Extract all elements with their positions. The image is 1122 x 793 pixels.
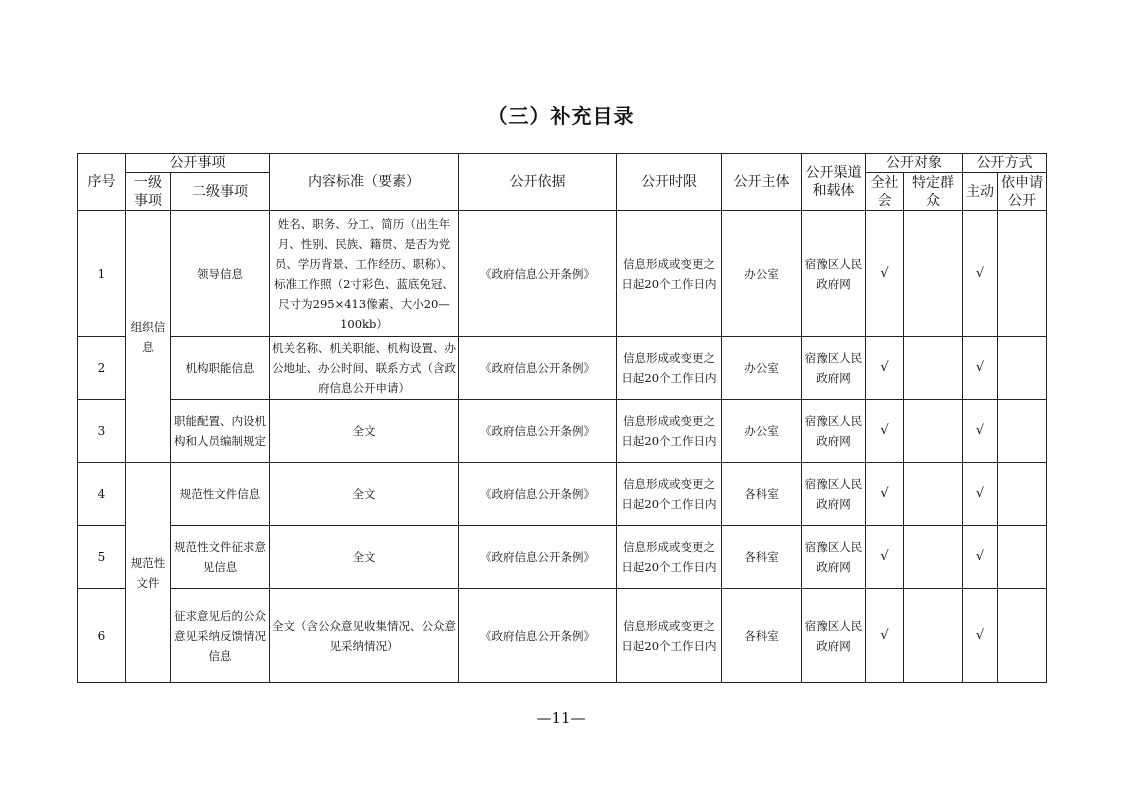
category-cell: 组织信息 — [126, 211, 171, 463]
cell-on-request — [998, 526, 1047, 589]
cell-basis: 《政府信息公开条例》 — [459, 589, 617, 683]
cell-basis: 《政府信息公开条例》 — [459, 211, 617, 337]
cell-seq: 1 — [78, 211, 126, 337]
header-channel: 公开渠道和载体 — [802, 154, 866, 211]
cell-channel: 宿豫区人民政府网 — [802, 463, 866, 526]
cell-channel: 宿豫区人民政府网 — [802, 337, 866, 400]
cell-content: 全文（含公众意见收集情况、公众意见采纳情况） — [270, 589, 459, 683]
cell-content: 全文 — [270, 526, 459, 589]
header-basis: 公开依据 — [459, 154, 617, 211]
cell-level2: 机构职能信息 — [171, 337, 270, 400]
cell-level2: 规范性文件征求意见信息 — [171, 526, 270, 589]
cell-seq: 2 — [78, 337, 126, 400]
table-row — [78, 589, 1047, 683]
cell-content: 机关名称、机关职能、机构设置、办公地址、办公时间、联系方式（含政府信息公开申请） — [270, 337, 459, 400]
cell-subject: 各科室 — [722, 463, 802, 526]
cell-seq: 5 — [78, 526, 126, 589]
cell-time-limit: 信息形成或变更之日起20个工作日内 — [617, 526, 722, 589]
cell-all-society: √ — [866, 211, 904, 337]
header-content: 内容标准（要素） — [270, 154, 459, 211]
cell-content: 姓名、职务、分工、简历（出生年月、性别、民族、籍贯、是否为党员、学历背景、工作经历、职称）、标准工作照（2寸彩色、蓝底免冠、尺寸为295×413像素、大小20—100kb） — [270, 211, 459, 337]
cell-channel: 宿豫区人民政府网 — [802, 589, 866, 683]
cell-subject: 办公室 — [722, 400, 802, 463]
table-row — [78, 400, 1047, 463]
table-header — [78, 154, 1047, 211]
cell-specific-group — [904, 463, 963, 526]
table-body — [78, 211, 1047, 683]
cell-on-request — [998, 463, 1047, 526]
header-seq: 序号 — [78, 154, 126, 211]
cell-on-request — [998, 589, 1047, 683]
cell-time-limit: 信息形成或变更之日起20个工作日内 — [617, 337, 722, 400]
cell-level2: 征求意见后的公众意见采纳反馈情况信息 — [171, 589, 270, 683]
cell-level2: 领导信息 — [171, 211, 270, 337]
cell-specific-group — [904, 400, 963, 463]
cell-all-society: √ — [866, 400, 904, 463]
header-method-group: 公开方式 — [963, 154, 1047, 173]
cell-channel: 宿豫区人民政府网 — [802, 211, 866, 337]
cell-basis: 《政府信息公开条例》 — [459, 400, 617, 463]
cell-subject: 各科室 — [722, 526, 802, 589]
table-row — [78, 337, 1047, 400]
header-audience-group: 公开对象 — [866, 154, 963, 173]
cell-specific-group — [904, 337, 963, 400]
cell-level2: 规范性文件信息 — [171, 463, 270, 526]
header-on-request: 依申请公开 — [998, 173, 1047, 211]
cell-all-society: √ — [866, 337, 904, 400]
header-all-society: 全社会 — [866, 173, 904, 211]
cell-time-limit: 信息形成或变更之日起20个工作日内 — [617, 211, 722, 337]
cell-seq: 4 — [78, 463, 126, 526]
cell-active: √ — [963, 526, 998, 589]
cell-content: 全文 — [270, 400, 459, 463]
cell-all-society: √ — [866, 589, 904, 683]
cell-subject: 办公室 — [722, 337, 802, 400]
header-specific-group: 特定群众 — [904, 173, 963, 211]
cell-channel: 宿豫区人民政府网 — [802, 526, 866, 589]
header-time-limit: 公开时限 — [617, 154, 722, 211]
header-active: 主动 — [963, 173, 998, 211]
cell-basis: 《政府信息公开条例》 — [459, 337, 617, 400]
cell-seq: 3 — [78, 400, 126, 463]
cell-active: √ — [963, 337, 998, 400]
cell-basis: 《政府信息公开条例》 — [459, 526, 617, 589]
header-level1: 一级事项 — [126, 173, 171, 211]
cell-active: √ — [963, 400, 998, 463]
cell-time-limit: 信息形成或变更之日起20个工作日内 — [617, 400, 722, 463]
cell-level2: 职能配置、内设机构和人员编制规定 — [171, 400, 270, 463]
cell-specific-group — [904, 526, 963, 589]
page-number: —11— — [536, 709, 586, 727]
cell-on-request — [998, 211, 1047, 337]
cell-content: 全文 — [270, 463, 459, 526]
cell-active: √ — [963, 463, 998, 526]
table-row — [78, 526, 1047, 589]
cell-subject: 各科室 — [722, 589, 802, 683]
cell-time-limit: 信息形成或变更之日起20个工作日内 — [617, 589, 722, 683]
cell-channel: 宿豫区人民政府网 — [802, 400, 866, 463]
table-row — [78, 211, 1047, 337]
cell-subject: 办公室 — [722, 211, 802, 337]
cell-all-society: √ — [866, 463, 904, 526]
page-title: （三）补充目录 — [487, 104, 635, 128]
cell-seq: 6 — [78, 589, 126, 683]
cell-all-society: √ — [866, 526, 904, 589]
category-cell: 规范性文件 — [126, 463, 171, 683]
cell-basis: 《政府信息公开条例》 — [459, 463, 617, 526]
cell-active: √ — [963, 211, 998, 337]
cell-specific-group — [904, 211, 963, 337]
header-subject: 公开主体 — [722, 154, 802, 211]
header-matter-group: 公开事项 — [126, 154, 270, 173]
table-row — [78, 463, 1047, 526]
cell-active: √ — [963, 589, 998, 683]
header-level2: 二级事项 — [171, 173, 270, 211]
catalog-table — [77, 153, 1047, 683]
cell-on-request — [998, 337, 1047, 400]
cell-on-request — [998, 400, 1047, 463]
cell-specific-group — [904, 589, 963, 683]
cell-time-limit: 信息形成或变更之日起20个工作日内 — [617, 463, 722, 526]
